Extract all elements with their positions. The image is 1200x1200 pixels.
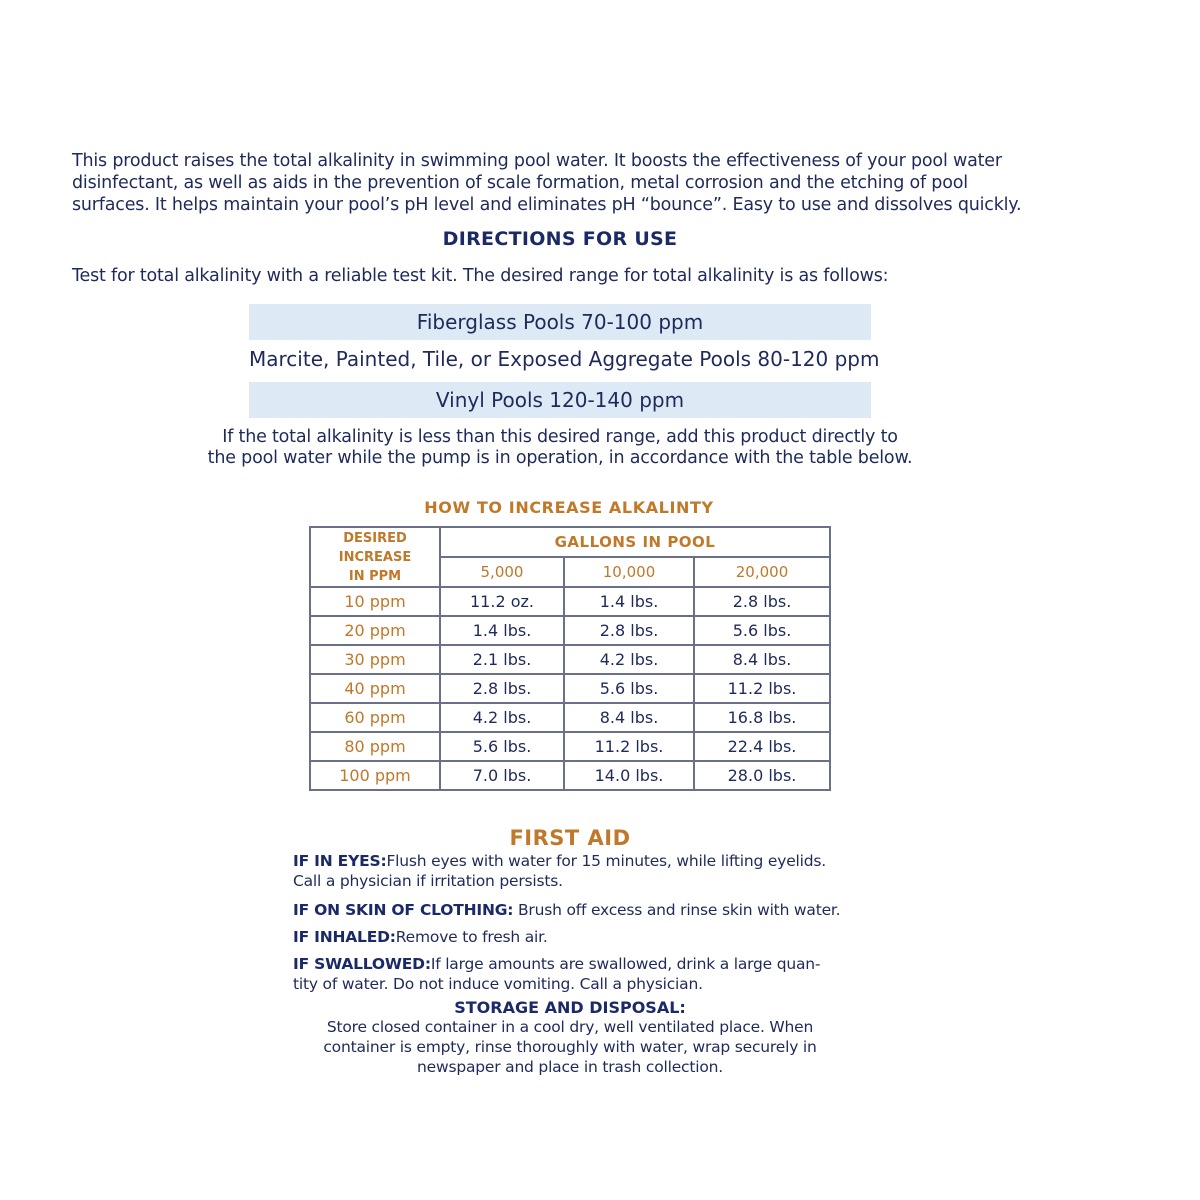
header-line: INCREASE: [338, 549, 412, 565]
ppm-cell: 10 ppm: [310, 587, 440, 616]
first-aid-line: [293, 927, 893, 947]
storage-heading: STORAGE AND DISPOSAL:: [454, 998, 686, 1017]
dose-cell: 7.0 lbs.: [440, 761, 564, 790]
dose-cell: 5.6 lbs.: [564, 674, 694, 703]
gallon-column-header: 10,000: [564, 557, 694, 587]
storage-line: container is empty, rinse thoroughly with water, wrap securely in: [323, 1038, 817, 1056]
dose-cell: 1.4 lbs.: [440, 616, 564, 645]
first-aid-inhaled: [293, 927, 893, 947]
description-line: disinfectant, as well as aids in the prevention of scale formation, metal corrosion and the etching of pool: [72, 173, 968, 193]
dose-cell: 8.4 lbs.: [564, 703, 694, 732]
first-aid-line: tity of water. Do not induce vomiting. Call a physician.: [293, 975, 703, 993]
skin-text: Brush off excess and rinse skin with water.: [517, 901, 841, 919]
storage-text: [270, 1017, 870, 1077]
ppm-cell: 100 ppm: [310, 761, 440, 790]
gallon-column-header: 20,000: [694, 557, 830, 587]
dose-cell: 4.2 lbs.: [440, 703, 564, 732]
table-row: [310, 587, 830, 616]
inhaled-label: IF INHALED:: [293, 928, 396, 946]
header-line: IN PPM: [348, 568, 402, 584]
table-row: [310, 645, 830, 674]
dose-cell: 2.8 lbs.: [694, 587, 830, 616]
first-aid-heading: FIRST AID: [509, 826, 631, 850]
range-marcite: Marcite, Painted, Tile, or Exposed Aggregate Pools 80-120 ppm: [249, 347, 880, 371]
dose-cell: 11.2 oz.: [440, 587, 564, 616]
instruction-line: If the total alkalinity is less than this desired range, add this product directly to: [222, 427, 898, 447]
dose-cell: 14.0 lbs.: [564, 761, 694, 790]
test-instruction: Test for total alkalinity with a reliable test kit. The desired range for total alkalinity is as follows:: [72, 266, 889, 286]
first-aid-line: Call a physician if irritation persists.: [293, 872, 563, 890]
swallowed-label: IF SWALLOWED:: [293, 955, 431, 973]
dose-cell: 5.6 lbs.: [694, 616, 830, 645]
first-aid-line: [293, 900, 893, 920]
gallons-header: GALLONS IN POOL: [440, 527, 830, 557]
header-line: DESIRED: [343, 530, 407, 546]
dose-cell: 2.8 lbs.: [564, 616, 694, 645]
instruction-line: the pool water while the pump is in operation, in accordance with the table below.: [207, 448, 913, 468]
storage-line: Store closed container in a cool dry, well ventilated place. When: [326, 1018, 814, 1036]
first-aid-skin: [293, 900, 893, 920]
first-aid-line: [293, 954, 893, 974]
first-aid-line: [293, 851, 893, 871]
table-row: [310, 616, 830, 645]
first-aid-eyes: [293, 851, 893, 891]
directions-heading: DIRECTIONS FOR USE: [442, 228, 678, 250]
dose-cell: 4.2 lbs.: [564, 645, 694, 674]
range-vinyl: Vinyl Pools 120-140 ppm: [249, 382, 871, 418]
dose-cell: 5.6 lbs.: [440, 732, 564, 761]
product-description: [72, 150, 1082, 216]
desired-increase-header: [310, 527, 440, 587]
swallowed-text: If large amounts are swallowed, drink a large quan-: [430, 955, 821, 973]
alkalinity-table: [309, 526, 831, 791]
table-row: [310, 761, 830, 790]
application-instruction: [160, 427, 960, 469]
ppm-cell: 20 ppm: [310, 616, 440, 645]
ppm-cell: 40 ppm: [310, 674, 440, 703]
dose-cell: 8.4 lbs.: [694, 645, 830, 674]
inhaled-text: Remove to fresh air.: [395, 928, 548, 946]
table-row: [310, 674, 830, 703]
table-header-row: [310, 527, 830, 557]
eyes-text: Flush eyes with water for 15 minutes, while lifting eyelids.: [386, 852, 827, 870]
dose-cell: 2.8 lbs.: [440, 674, 564, 703]
storage-line: newspaper and place in trash collection.: [417, 1058, 723, 1076]
description-line: surfaces. It helps maintain your pool’s pH level and eliminates pH “bounce”. Easy to use and dissolves quickly.: [72, 195, 1022, 215]
dose-cell: 1.4 lbs.: [564, 587, 694, 616]
gallon-column-header: 5,000: [440, 557, 564, 587]
skin-label: IF ON SKIN OF CLOTHING:: [293, 901, 514, 919]
dose-cell: 28.0 lbs.: [694, 761, 830, 790]
ppm-cell: 30 ppm: [310, 645, 440, 674]
description-line: This product raises the total alkalinity in swimming pool water. It boosts the effectiveness of your pool water: [72, 151, 1002, 171]
range-fiberglass: Fiberglass Pools 70-100 ppm: [249, 304, 871, 340]
dose-cell: 16.8 lbs.: [694, 703, 830, 732]
table-title: HOW TO INCREASE ALKALINTY: [424, 498, 714, 517]
dose-cell: 11.2 lbs.: [564, 732, 694, 761]
dose-cell: 2.1 lbs.: [440, 645, 564, 674]
ppm-cell: 60 ppm: [310, 703, 440, 732]
eyes-label: IF IN EYES:: [293, 852, 387, 870]
ppm-cell: 80 ppm: [310, 732, 440, 761]
first-aid-swallowed: [293, 954, 893, 994]
table-row: [310, 703, 830, 732]
dose-cell: 11.2 lbs.: [694, 674, 830, 703]
dose-cell: 22.4 lbs.: [694, 732, 830, 761]
table-row: [310, 732, 830, 761]
